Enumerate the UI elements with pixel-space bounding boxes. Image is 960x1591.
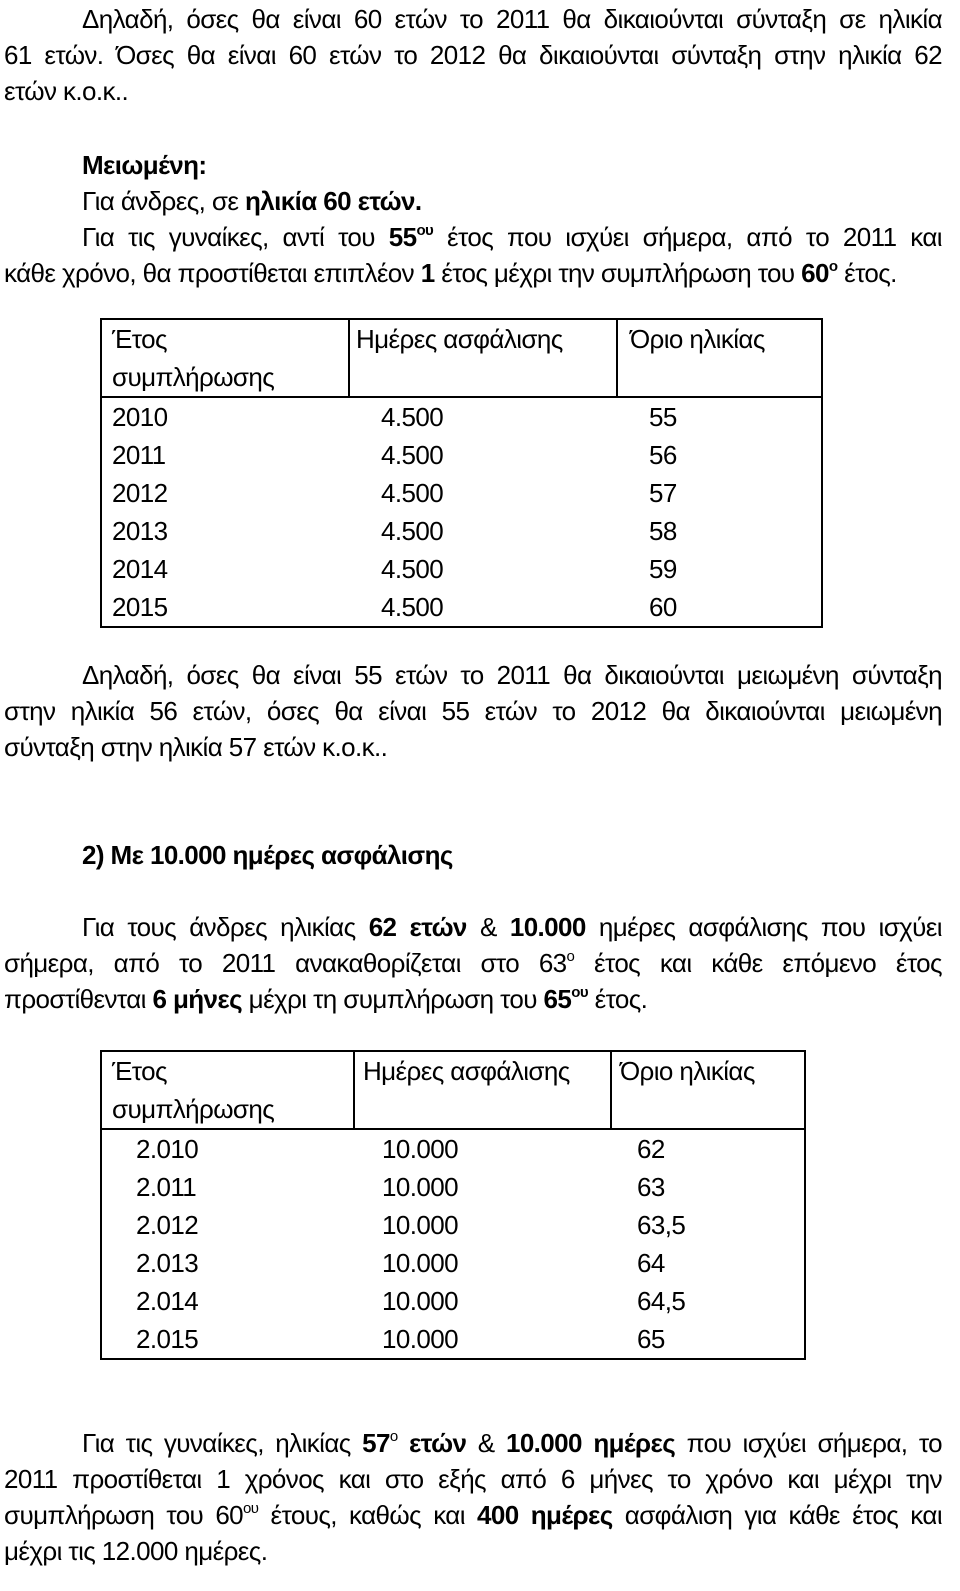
cell-days: 10.000 [382, 1286, 458, 1316]
cell-year: 2011 [112, 440, 166, 470]
table-row [102, 474, 821, 512]
cell-age: 63,5 [637, 1210, 686, 1240]
cell-age: 58 [649, 516, 677, 546]
cell-year: 2.013 [136, 1248, 199, 1278]
header-year: Έτος συμπλήρωσης [102, 319, 349, 397]
table-row [102, 397, 821, 436]
table-row [102, 1129, 804, 1168]
cell-year: 2015 [112, 592, 168, 622]
table-row [102, 1168, 804, 1206]
table-row [102, 1244, 804, 1282]
cell-days: 10.000 [382, 1172, 458, 1202]
cell-days: 10.000 [382, 1210, 458, 1240]
paragraph-line: ετών κ.ο.κ.. [4, 76, 129, 106]
section-heading-reduced: Μειωμένη: [82, 150, 207, 180]
paragraph-line: σύνταξη στην ηλικία 57 ετών κ.ο.κ.. [4, 732, 388, 762]
cell-age: 64 [637, 1248, 665, 1278]
paragraph-line: Δηλαδή, όσες θα είναι 60 ετών το 2011 θα δικαιούνται σύνταξη σε ηλικία [82, 4, 942, 34]
cell-age: 57 [649, 478, 677, 508]
header-age: Όριο ηλικίας [617, 319, 821, 397]
table-10000-days [100, 1050, 806, 1360]
cell-year: 2.010 [136, 1134, 199, 1164]
paragraph-line: Δηλαδή, όσες θα είναι 55 ετών το 2011 θα δικαιούνται μειωμένη σύνταξη [82, 660, 942, 690]
women-reduced-line: Για τις γυναίκες, αντί του $55^{o\upsilon}$ έτος που ισχύει σήμερα, από το 2011 και [82, 222, 942, 252]
cell-days: 4.500 [381, 516, 444, 546]
paragraph-line: 61 ετών. Όσες θα είναι 60 ετών το 2012 θα δικαιούνται σύνταξη στην ηλικία 62 [4, 40, 942, 70]
cell-days: 4.500 [381, 592, 444, 622]
cell-days: 4.500 [381, 402, 444, 432]
table-row [102, 512, 821, 550]
cell-age: 60 [649, 592, 677, 622]
men-reduced-age: Για άνδρες, σε ηλικία 60 ετών. [82, 186, 422, 216]
table-header-row [102, 319, 821, 397]
cell-age: 65 [637, 1324, 665, 1354]
table-row [102, 550, 821, 588]
paragraph-line: στην ηλικία 56 ετών, όσες θα είναι 55 ετών το 2012 θα δικαιούνται μειωμένη [4, 696, 942, 726]
cell-year: 2.011 [136, 1172, 197, 1202]
table-header-row [102, 1051, 804, 1129]
table-row [102, 1320, 804, 1358]
table-reduced-pension [100, 318, 823, 628]
cell-age: 59 [649, 554, 677, 584]
women-10000-line: μέχρι τις 12.000 ημέρες. [4, 1536, 268, 1566]
header-days: Ημέρες ασφάλισης [354, 1051, 611, 1129]
cell-days: 10.000 [382, 1134, 458, 1164]
cell-days: 10.000 [382, 1248, 458, 1278]
table-row [102, 436, 821, 474]
cell-age: 56 [649, 440, 677, 470]
women-reduced-line: κάθε χρόνο, θα προστίθεται επιπλέον 1 έτος μέχρι την συμπλήρωση του $60^o$ έτος. [4, 258, 897, 288]
cell-year: 2.014 [136, 1286, 199, 1316]
section-heading-10000-days: 2) Με 10.000 ημέρες ασφάλισης [82, 840, 453, 870]
cell-year: 2013 [112, 516, 168, 546]
cell-days: 10.000 [382, 1324, 458, 1354]
women-10000-line: συμπλήρωση του $60^{o\upsilon}$ έτους, καθώς και 400 ημέρες ασφάλιση για κάθε έτος και [4, 1500, 942, 1530]
header-age: Όριο ηλικίας [611, 1051, 804, 1129]
cell-days: 4.500 [381, 440, 444, 470]
men-10000-line: Για τους άνδρες ηλικίας 62 ετών & 10.000 ημέρες ασφάλισης που ισχύει [82, 912, 942, 942]
cell-days: 4.500 [381, 478, 444, 508]
women-10000-line: 2011 προστίθεται 1 χρόνος και στο εξής από 6 μήνες το χρόνο και μέχρι την [4, 1464, 942, 1494]
cell-days: 4.500 [381, 554, 444, 584]
cell-age: 64,5 [637, 1286, 686, 1316]
table-row [102, 1206, 804, 1244]
cell-year: 2.015 [136, 1324, 199, 1354]
men-10000-line: προστίθενται 6 μήνες μέχρι τη συμπλήρωση του $65^{o\upsilon}$ έτος. [4, 984, 648, 1014]
men-10000-line: σήμερα, από το 2011 ανακαθορίζεται στο $63^o$ έτος και κάθε επόμενο έτος [4, 948, 942, 978]
table-row [102, 1282, 804, 1320]
cell-age: 55 [649, 402, 677, 432]
cell-year: 2.012 [136, 1210, 199, 1240]
cell-age: 62 [637, 1134, 665, 1164]
cell-year: 2010 [112, 402, 168, 432]
header-days: Ημέρες ασφάλισης [349, 319, 617, 397]
header-year: Έτος συμπλήρωσης [102, 1051, 354, 1129]
cell-age: 63 [637, 1172, 665, 1202]
cell-year: 2014 [112, 554, 168, 584]
cell-year: 2012 [112, 478, 168, 508]
women-10000-line: Για τις γυναίκες, ηλικίας $57^o$ ετών & 10.000 ημέρες που ισχύει σήμερα, το [82, 1428, 942, 1458]
table-row [102, 588, 821, 626]
